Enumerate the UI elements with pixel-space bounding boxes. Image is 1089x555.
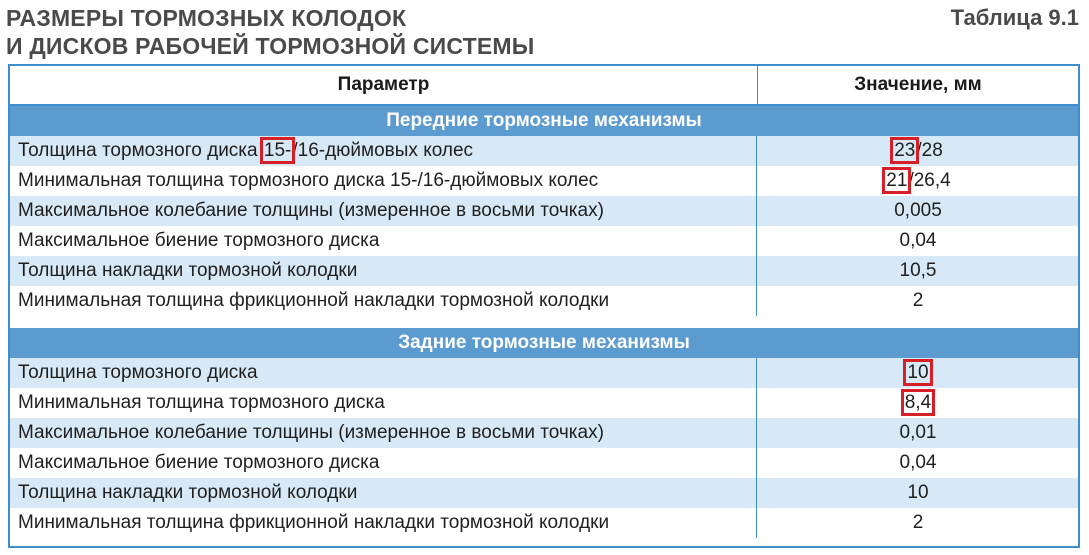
value-cell: 0,04 xyxy=(899,452,937,473)
table-row xyxy=(10,136,1078,166)
value-cell xyxy=(758,358,1078,388)
section-rear-heading: Задние тормозные механизмы xyxy=(10,328,1078,358)
value-cell: 2 xyxy=(912,290,924,311)
value-cell: 0,04 xyxy=(899,230,937,251)
param-cell: Толщина накладки тормозной колодки xyxy=(10,256,757,286)
table-row xyxy=(10,226,1078,256)
table-row xyxy=(10,286,1078,316)
param-text-rest: /16-дюймовых колес xyxy=(292,140,474,161)
value-cell: 0,01 xyxy=(899,422,937,443)
param-cell: Толщина накладки тормозной колодки xyxy=(10,478,757,508)
column-header-value: Значение, мм xyxy=(854,74,982,95)
highlighted-value: 8,4 xyxy=(904,392,932,413)
value-rest: /26,4 xyxy=(908,170,951,191)
value-cell xyxy=(758,388,1078,418)
value-cell xyxy=(758,136,1078,166)
table-row xyxy=(10,166,1078,196)
table-row xyxy=(10,358,1078,388)
param-cell: Максимальное колебание толщины (измеренное в восьми точках) xyxy=(10,196,757,226)
param-cell: Максимальное колебание толщины (измеренное в восьми точках) xyxy=(10,418,757,448)
table-row xyxy=(10,448,1078,478)
param-cell: Максимальное биение тормозного диска xyxy=(10,226,757,256)
highlighted-value: 21 xyxy=(886,170,908,191)
param-cell: Толщина тормозного диска xyxy=(10,358,757,388)
param-cell: Минимальная толщина тормозного диска xyxy=(10,388,757,418)
table-row xyxy=(10,388,1078,418)
highlighted-value: 10 xyxy=(907,362,929,383)
value-cell: 10 xyxy=(907,482,929,503)
value-cell xyxy=(758,166,1078,196)
table-row xyxy=(10,478,1078,508)
title-line-2: И ДИСКОВ РАБОЧЕЙ ТОРМОЗНОЙ СИСТЕМЫ xyxy=(6,33,535,59)
value-rest: /28 xyxy=(916,140,943,161)
highlighted-value: 23 xyxy=(894,140,916,161)
value-cell: 10,5 xyxy=(899,260,937,281)
column-header-param: Параметр xyxy=(10,66,758,104)
table-number: Таблица 9.1 xyxy=(950,5,1079,30)
param-cell: Минимальная толщина фрикционной накладки тормозной колодки xyxy=(10,286,757,316)
param-cell: Максимальное биение тормозного диска xyxy=(10,448,757,478)
value-cell: 0,005 xyxy=(894,200,942,221)
section-front-heading: Передние тормозные механизмы xyxy=(10,106,1078,136)
page-title xyxy=(6,4,534,60)
param-cell xyxy=(10,136,757,166)
table-row xyxy=(10,508,1078,538)
table-row xyxy=(10,196,1078,226)
param-text: Толщина тормозного диска xyxy=(18,140,263,161)
value-cell: 2 xyxy=(912,512,924,533)
param-cell: Минимальная толщина фрикционной накладки тормозной колодки xyxy=(10,508,757,538)
title-line-1: РАЗМЕРЫ ТОРМОЗНЫХ КОЛОДОК xyxy=(6,5,407,31)
table-header xyxy=(10,66,1078,106)
brake-dimensions-table xyxy=(8,64,1080,548)
table-row xyxy=(10,418,1078,448)
highlighted-value: 15- xyxy=(263,140,292,161)
param-cell: Минимальная толщина тормозного диска 15-/16-дюймовых колес xyxy=(10,166,757,196)
table-row xyxy=(10,256,1078,286)
